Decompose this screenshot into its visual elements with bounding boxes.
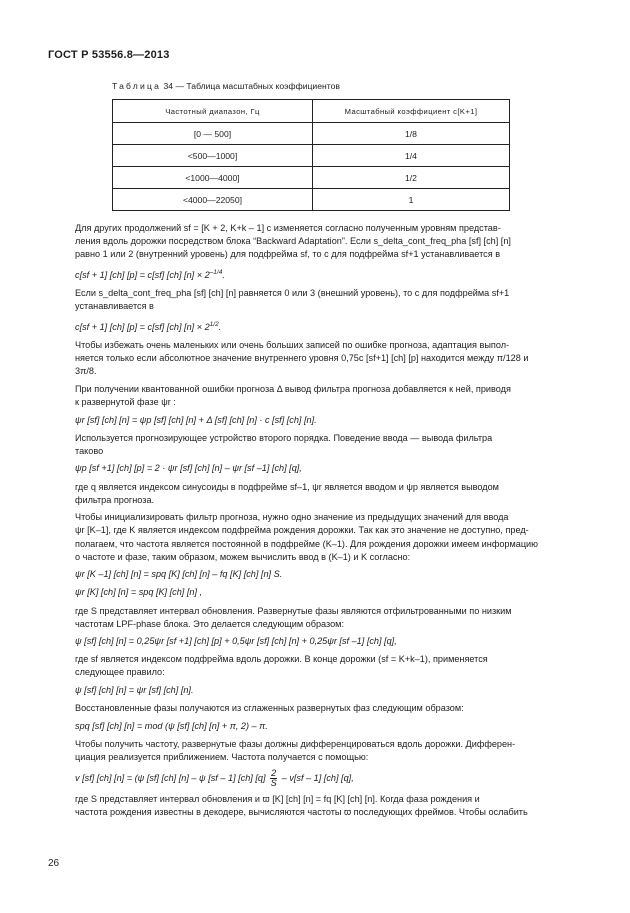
text-line: где S представляет интервал обновления и ϖ [K] [ch] [n] = fq [K] [ch] [n]. Когда фаза рождения и <box>75 793 480 804</box>
cell-coef: 1/4 <box>313 145 510 167</box>
paragraph <box>75 287 584 313</box>
col-frequency-range: Частотный диапазон, Гц <box>113 100 313 123</box>
table-row <box>113 189 510 211</box>
text-line: няется только если абсолютное значение внутреннего уровня 0,75c [sf+1] [ch] [p] находится между π/128 и <box>75 353 529 364</box>
text-line: циация реализуется приближением. Частота получается с помощью: <box>75 752 369 763</box>
text-line: Чтобы инициализировать фильтр прогноза, нужно одно значение из предыдущих значений для ввода <box>75 512 509 523</box>
formula: ψr [K –1] [ch] [n] = spq [K] [ch] [n] – fq [K] [ch] [n] S. <box>75 569 283 580</box>
formula: v [sf] [ch] [n] = (ψ [sf] [ch] [n] – ψ [sf – 1] [ch] [q] $\frac{2}{S}$ – v[sf – 1] [ch] [q], <box>75 767 354 788</box>
paragraph <box>75 222 584 261</box>
text-line: Чтобы получить частоту, развернутые фазы должны дифференцироваться вдоль дорожки. Дифферен- <box>75 739 516 750</box>
paragraph <box>75 702 584 715</box>
formula: ψr [K] [ch] [n] = spq [K] [ch] [n] , <box>75 587 203 598</box>
text-line: Восстановленные фазы получаются из сглаженных развернутых фаз следующим образом: <box>75 703 464 714</box>
cell-coef: 1/2 <box>313 167 510 189</box>
text-line: Чтобы избежать очень маленьких или очень больших записей по ошибке прогноза, адаптация выпол- <box>75 339 510 350</box>
text-line: фильтра прогноза. <box>75 494 155 505</box>
scale-factor-table <box>112 99 510 211</box>
text-line: 3π/8. <box>75 366 97 377</box>
table-row <box>113 123 510 145</box>
cell-range: [0 — 500] <box>113 123 313 145</box>
table-row <box>113 167 510 189</box>
text-line: таково <box>75 445 104 456</box>
table-caption <box>112 81 340 91</box>
paragraph <box>75 653 584 679</box>
text-line: следующее правило: <box>75 667 165 678</box>
formula: c[sf + 1] [ch] [p] = c[sf] [ch] $[n] \times 2^{-1/4}$. <box>75 268 225 280</box>
body-text <box>75 222 584 824</box>
paragraph <box>75 383 584 409</box>
paragraph <box>75 481 584 507</box>
formula: ψ [sf] [ch] [n] = ψr [sf] [ch] [n]. <box>75 685 194 696</box>
text-line: частота рождения известны в декодере, вычисляются частоты ϖ последующих фреймов. Чтобы ослабить <box>75 806 528 817</box>
text-line: к развернутой фазе ψr : <box>75 396 176 407</box>
table-row <box>113 145 510 167</box>
text-line: где sf является индексом подфрейма вдоль дорожки. В конце дорожки (sf = K+k–1), применяется <box>75 654 488 665</box>
text-line: ления вдоль дорожки посредством блока “Backward Adaptation”. Если s_delta_cont_freq_pha [sf] [ch] [n] <box>75 236 511 247</box>
cell-range: <500—1000] <box>113 145 313 167</box>
cell-coef: 1/8 <box>313 123 510 145</box>
table-caption-text: 34 — Таблица масштабных коэффициентов <box>161 81 340 91</box>
text-line: полагаем, что частота является постоянной в подфрейме (K–1). Для рождения дорожки имеем информацию <box>75 538 538 549</box>
fraction: $\frac{2}{S}$ <box>270 767 277 788</box>
table-caption-word: Таблица <box>112 81 162 91</box>
paragraph <box>75 605 584 631</box>
text-line: равно 1 или 2 (внутренний уровень) для подфрейма sf, то c для подфрейма sf+1 устанавливается в <box>75 249 501 260</box>
text-line: При получении квантованной ошибки прогноза Δ вывод фильтра прогноза добавляется к ней, приводя <box>75 383 511 394</box>
text-line: устанавливается в <box>75 301 154 312</box>
table-header-row <box>113 100 510 123</box>
cell-range: <1000—4000] <box>113 167 313 189</box>
formula: c[sf + 1] [ch] [p] = c[sf] [ch] $[n] \times 2^{1/2}$. <box>75 320 222 332</box>
text-line: о частоте и фазе, таким образом, можем вычислить ввод в (K–1) и K согласно: <box>75 551 411 562</box>
text-line: Для других продолжений sf = [K + 2, K+k – 1] c изменяется согласно полученным уровням представ- <box>75 223 501 233</box>
cell-coef: 1 <box>313 189 510 211</box>
paragraph <box>75 793 584 819</box>
formula: ψr [sf] [ch] [n] = ψp [sf] [ch] [n] + Δ [sf] [ch] [n] · c [sf] [ch] [n]. <box>75 414 317 425</box>
text-line: Используется прогнозирующее устройство второго порядка. Поведение ввода — вывода фильтра <box>75 432 493 443</box>
paragraph <box>75 511 584 563</box>
text-line: частотам LPF-phase блока. Это делается следующим образом: <box>75 618 344 629</box>
paragraph <box>75 339 584 378</box>
cell-range: <4000—22050] <box>113 189 313 211</box>
formula: spq [sf] [ch] [n] = mod (ψ [sf] [ch] [n] + π, 2) – π. <box>75 720 268 731</box>
col-scale-factor: Масштабный коэффициент c[K+1] <box>313 100 510 123</box>
document-header: ГОСТ Р 53556.8—2013 <box>48 49 170 61</box>
text-line: ψr [K–1], где K является индексом подфрейма рождения дорожки. Так как это значение не доступно, пред- <box>75 525 529 536</box>
text-line: Если s_delta_cont_freq_pha [sf] [ch] [n] равняется 0 или 3 (внешний уровень), то c для подфрейма sf+1 <box>75 288 510 299</box>
formula: ψ [sf] [ch] [n] = 0,25ψr [sf +1] [ch] [p] + 0,5ψr [sf] [ch] [n] + 0,25ψr [sf –1] [ch] [q], <box>75 636 397 647</box>
text-line: где q является индексом синусоиды в подфрейме sf–1, ψr является вводом и ψp является выводом <box>75 481 499 492</box>
paragraph <box>75 738 584 764</box>
page-number: 26 <box>48 858 60 869</box>
paragraph <box>75 432 584 458</box>
formula: ψp [sf +1] [ch] [p] = 2 · ψr [sf] [ch] [n] – ψr [sf –1] [ch] [q], <box>75 463 302 474</box>
text-line: где S представляет интервал обновления. Развернутые фазы являются отфильтрованными по низким <box>75 605 512 616</box>
